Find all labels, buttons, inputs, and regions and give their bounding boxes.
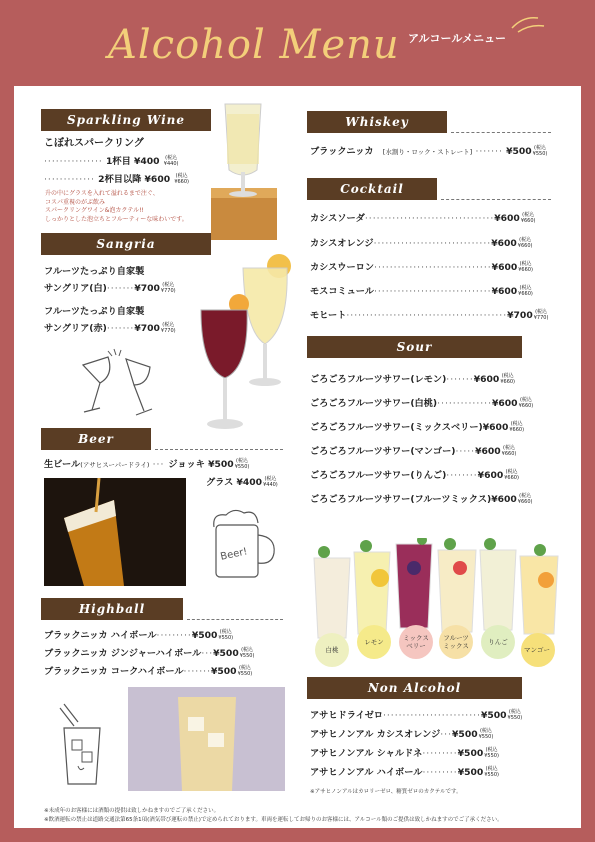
menu-subtitle: アルコールメニュー	[408, 32, 507, 45]
section-divider	[155, 449, 283, 450]
beer-glass-price: ¥400	[236, 477, 263, 488]
sour-item: ごろごろフルーツサワー(ミックスベリー)¥600 (税込 ¥660)	[310, 421, 525, 433]
sparkling-qty-2: 2杯目以降	[98, 174, 142, 185]
non-alcohol-note: ※アサヒノンアルはカロリーゼロ、糖質ゼロのカクテルです。	[310, 789, 462, 795]
cocktail-item: カシスソーダ·································¥600 (税込 ¥660)	[310, 212, 536, 224]
menu-header	[0, 14, 595, 84]
section-heading-sangria: Sangria	[41, 233, 211, 255]
section-heading-sparkling: Sparkling Wine	[41, 109, 211, 131]
sangria-item-2: フルーツたっぷり自家製 サングリア(赤)·······¥700 (税込 ¥770)	[44, 306, 176, 334]
cocktail-item: カシスオレンジ······························¥600 (税込 ¥660)	[310, 237, 533, 249]
section-divider	[451, 132, 551, 133]
tax-note: (税込 ¥550)	[484, 747, 499, 759]
tax-note: (税込 ¥550)	[532, 145, 548, 157]
tax-note: (税込 ¥550)	[484, 766, 499, 778]
sparkling-item-name: こぼれスパークリング	[44, 138, 144, 149]
beer-doodle-text: Beer!	[219, 546, 249, 563]
section-heading-beer: Beer	[41, 428, 151, 450]
tax-note: (税込 ¥660)	[500, 373, 516, 385]
tax-note: (税込 ¥660)	[517, 237, 533, 249]
sparkling-price-2: ¥600	[144, 174, 171, 185]
sparkling-description: 升の中にグラスを入れて溢れるまで注ぐ、 コスパ重視のがぶ飲み スパークリングワイン&泡カクテル!! しっかりとした泡立ちとフルーティーな味わいです。	[45, 190, 188, 223]
tax-note: (税込 ¥550)	[234, 458, 250, 470]
section-heading-non-alcohol: Non Alcohol	[307, 677, 522, 699]
sour-item: ごろごろフルーツサワー(白桃)··············¥600 (税込 ¥660)	[310, 397, 534, 409]
sangria-price: ¥700	[134, 323, 160, 334]
fruit-label: ミックス ベリー	[403, 634, 429, 650]
tax-note: (税込 ¥660)	[504, 469, 519, 481]
sour-item: ごろごろフルーツサワー(フルーツミックス)¥600 (税込 ¥660)	[310, 493, 533, 505]
section-divider	[187, 619, 283, 620]
cocktail-item: モスコミュール······························¥600 (税込 ¥660)	[310, 285, 533, 297]
beer-jug-row: 生ビール(アサヒスーパードライ) ··· ジョッキ ¥500 (税込 ¥550)	[44, 458, 250, 470]
highball-item: ブラックニッカ コークハイボール·······¥500 (税込 ¥550)	[44, 665, 253, 677]
sour-item: ごろごろフルーツサワー(マンゴー)·····¥600 (税込 ¥660)	[310, 445, 517, 457]
section-heading-highball: Highball	[41, 598, 183, 620]
dot-leader: ···············	[44, 156, 103, 167]
fruit-label: マンゴー	[524, 646, 550, 654]
tax-note: (税込 ¥660)	[517, 493, 533, 505]
section-heading-whiskey: Whiskey	[307, 111, 447, 133]
tax-note: (税込 ¥660)	[501, 445, 517, 457]
fruit-label: 白桃	[325, 646, 339, 654]
tax-note: (税込 ¥770)	[533, 309, 549, 321]
tax-note: (税込 ¥660)	[509, 421, 525, 433]
non-alcohol-item: アサヒノンアル シャルドネ·········¥500 (税込 ¥550)	[310, 747, 499, 759]
sparkling-qty-1: 1杯目	[106, 156, 131, 167]
tax-note: (税込 ¥660)	[520, 212, 536, 224]
beer-glass-row	[206, 477, 278, 489]
highball-item: ブラックニッカ ジンジャーハイボール···¥500 (税込 ¥550)	[44, 647, 255, 659]
tax-note: (税込 ¥770)	[160, 322, 176, 334]
non-alcohol-item: アサヒノンアル カシスオレンジ···¥500 (税込 ¥550)	[310, 728, 494, 740]
non-alcohol-item: アサヒドライゼロ·························¥500 (税込 ¥550)	[310, 709, 523, 721]
toast-glasses-doodle-icon	[78, 345, 168, 425]
whiskey-item: ブラックニッカ [水割り・ロック・ストレート] ······· ¥500 (税込 ¥550)	[310, 145, 548, 157]
highball-item: ブラックニッカ ハイボール·········¥500 (税込 ¥550)	[44, 629, 234, 641]
tax-note: (税込 ¥660)	[518, 397, 534, 409]
highball-photo	[128, 687, 285, 791]
fruit-label: りんご	[488, 638, 508, 646]
fruit-label: フルーツ ミックス	[443, 634, 469, 650]
highball-glass-doodle-icon	[56, 700, 106, 790]
section-heading-sour: Sour	[307, 336, 522, 358]
tax-note: (税込 ¥440)	[163, 155, 179, 167]
beer-mug-doodle-icon	[204, 505, 284, 585]
menu-title: Alcohol Menu	[108, 22, 400, 68]
cocktail-item: モヒート·········································¥700 (税込 ¥770)	[310, 309, 549, 321]
tax-note: (税込 ¥550)	[218, 629, 234, 641]
dot-leader: ·············	[44, 174, 95, 185]
sangria-photo	[195, 248, 295, 436]
beer-jug-price: ¥500	[208, 459, 234, 470]
section-divider	[441, 199, 551, 200]
tax-note: (税込 ¥660)	[518, 285, 533, 297]
fruit-label: レモン	[364, 638, 384, 646]
footer-note-driving: ※飲酒運転の禁止は道路交通法第65条1項(酒気帯び運転の禁止)で定められております。車両を運転してお帰りのお客様には、アルコール類のご提供は致しかねますのでご了承ください。	[44, 817, 503, 823]
sangria-name: サングリア(赤)	[44, 323, 107, 334]
sparkling-row-2	[44, 174, 189, 186]
tax-note: (税込 ¥550)	[239, 647, 255, 659]
beer-name: 生ビール	[44, 459, 81, 470]
beer-photo	[44, 478, 186, 586]
tax-note: (税込 ¥440)	[263, 476, 278, 488]
sangria-item-1: フルーツたっぷり自家製 サングリア(白)·······¥700 (税込 ¥770)	[44, 266, 176, 294]
sangria-price: ¥700	[134, 283, 160, 294]
sparkling-row-1	[44, 156, 178, 168]
beer-brand-note: (アサヒスーパードライ)	[80, 461, 150, 469]
footer-note-minors: ※未成年のお客様には酒類の提供は致しかねますのでご了承ください。	[44, 808, 220, 814]
sparkling-price-1: ¥400	[134, 156, 160, 167]
tax-note: (税込 ¥660)	[518, 261, 533, 273]
cocktail-item: カシスウーロン······························¥600 (税込 ¥660)	[310, 261, 533, 273]
sangria-name: サングリア(白)	[44, 283, 107, 294]
tax-note: (税込 ¥660)	[174, 173, 189, 185]
sparkle-lines-icon	[508, 14, 548, 34]
beer-glass-label: グラス	[206, 477, 234, 488]
tax-note: (税込 ¥550)	[507, 709, 523, 721]
beer-jug-label: ジョッキ	[168, 459, 205, 470]
non-alcohol-item: アサヒノンアル ハイボール·········¥500 (税込 ¥550)	[310, 766, 499, 778]
tax-note: (税込 ¥550)	[478, 728, 494, 740]
sour-item: ごろごろフルーツサワー(レモン)·······¥600 (税込 ¥660)	[310, 373, 516, 385]
tax-note: (税込 ¥550)	[237, 665, 253, 677]
sour-item: ごろごろフルーツサワー(りんご)········¥600 (税込 ¥660)	[310, 469, 519, 481]
tax-note: (税込 ¥770)	[160, 282, 176, 294]
whiskey-serve-note: [水割り・ロック・ストレート]	[382, 148, 473, 156]
sparkling-wine-photo	[205, 100, 285, 248]
section-heading-cocktail: Cocktail	[307, 178, 437, 200]
